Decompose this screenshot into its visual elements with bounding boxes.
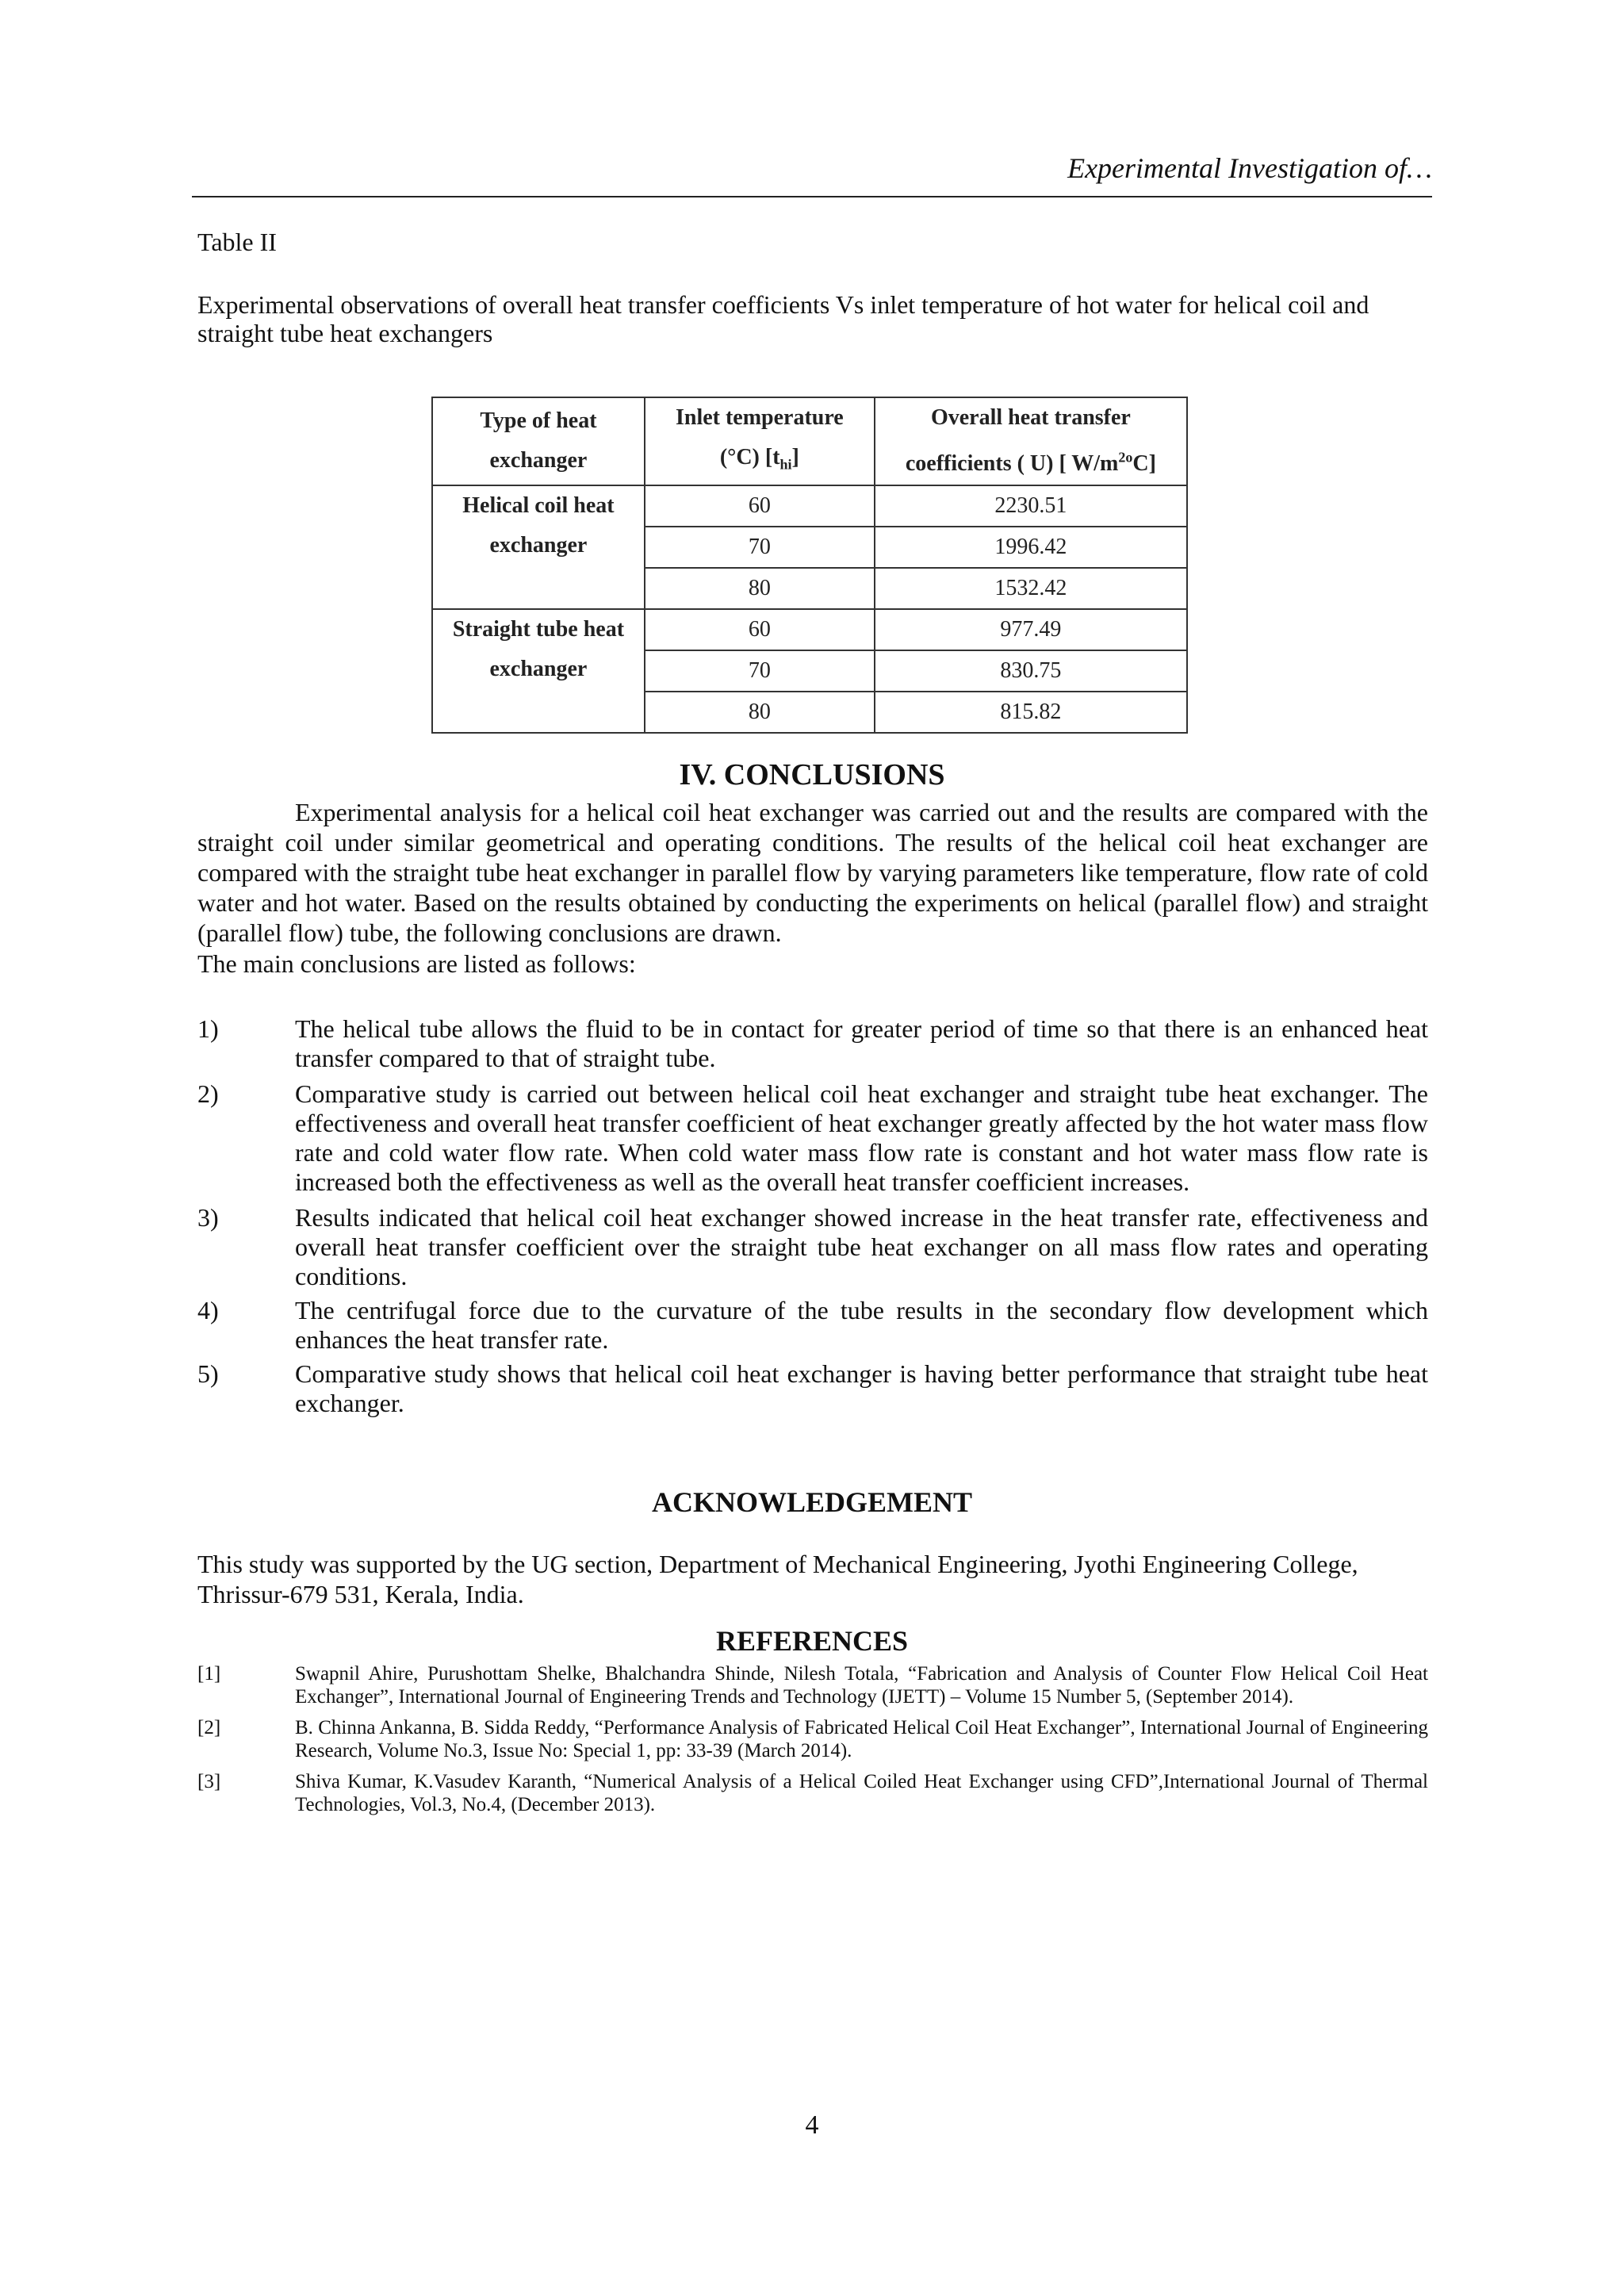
header-temp-unit: (°C) [t [719,445,780,470]
list-item [197,1359,1428,1418]
reference-item [197,1770,1428,1816]
reference-item [197,1662,1428,1708]
header-u-superscript: 2o [1118,450,1133,466]
list-item [197,1079,1428,1197]
header-rule [192,196,1432,197]
header-u-unit: coefficients ( U) [ W/m [905,451,1119,477]
temp-cell: 60 [645,485,875,527]
references-heading: REFERENCES [715,1625,909,1657]
header-u-line1: Overall heat transfer [930,405,1131,431]
list-item [197,1203,1428,1291]
type-helical-line2: exchanger [489,532,588,558]
running-header-title: Experimental Investigation of… [1067,152,1432,184]
header-temp-line2 [719,445,799,473]
list-item-number: 2) [197,1079,219,1108]
u-value-cell: 2230.51 [875,485,1187,527]
header-cell-overall-u [875,397,1187,485]
type-helical-line1: Helical coil heat [462,493,615,518]
header-temp-line1: Inlet temperature [675,405,844,430]
reference-text: B. Chinna Ankanna, B. Sidda Reddy, “Performance Analysis of Fabricated Helical Coil Heat Exchanger”, International Journal of Engineering Research, Volume No.3, Issue No: Special 1, pp: 33-39 (March 2014). [295,1717,1428,1761]
header-type-line1: Type of heat [480,408,597,434]
table-caption: Experimental observations of overall heat transfer coefficients Vs inlet temperature of hot water for helical coil and straight tube heat exchangers [197,290,1369,347]
header-temp-close: ] [791,445,799,470]
reference-label: [3] [197,1771,221,1792]
u-value-cell: 830.75 [875,650,1187,692]
table-header-row [432,397,1187,485]
list-item-text: Comparative study shows that helical coil heat exchanger is having better performance that straight tube heat exchanger. [295,1359,1428,1417]
references-list [197,1662,1428,1824]
type-straight-line2: exchanger [489,656,588,681]
list-item-number: 5) [197,1359,219,1388]
list-item-number: 1) [197,1014,219,1043]
header-u-line2 [906,451,1156,476]
type-cell-straight [432,609,645,733]
header-temp-subscript: hi [779,456,792,473]
header-type-line2: exchanger [489,448,588,473]
table-row [432,609,1187,650]
acknowledgement-text: This study was supported by the UG section, Department of Mechanical Engineering, Jyothi Engineering College, Thrissur-679 531, Kerala, India. [197,1550,1358,1608]
temp-cell: 80 [645,568,875,609]
conclusions-paragraph: Experimental analysis for a helical coil heat exchanger was carried out and the results are compared with the straight coil under similar geometrical and operating conditions. The results of the helical coil heat exchanger are compared with the straight tube heat exchanger in parallel flow by varying parameters like temperature, flow rate of cold water and hot water. Based on the results obtained by conducting the experiments on helical (parallel flow) and straight (parallel flow) tube, the following conclusions are drawn. [197,798,1428,947]
list-item-number: 3) [197,1203,219,1232]
list-item-text: The helical tube allows the fluid to be in contact for greater period of time so that there is an enhanced heat transfer compared to that of straight tube. [295,1014,1428,1072]
conclusions-heading: IV. CONCLUSIONS [679,758,945,792]
header-u-close: C] [1132,451,1156,477]
list-item [197,1014,1428,1073]
list-item-text: Comparative study is carried out between helical coil heat exchanger and straight tube heat exchanger. The effectiveness and overall heat transfer coefficient of heat exchanger greatly affected by the hot water mass flow rate and cold water flow rate. When cold water mass flow rate is constant and hot water mass flow rate is increased both the effectiveness as well as the overall heat transfer coefficient increases. [295,1079,1428,1196]
header-cell-inlet-temp [645,397,875,485]
heat-transfer-table [431,397,1188,734]
table-row [432,485,1187,527]
list-item-text: The centrifugal force due to the curvature of the tube results in the secondary flow development which enhances the heat transfer rate. [295,1296,1428,1354]
acknowledgement-heading: ACKNOWLEDGEMENT [651,1486,973,1518]
table-label: Table II [197,228,277,256]
temp-cell: 70 [645,527,875,568]
page-number: 4 [805,2110,819,2140]
u-value-cell: 815.82 [875,692,1187,733]
reference-text: Swapnil Ahire, Purushottam Shelke, Bhalchandra Shinde, Nilesh Totala, “Fabrication and Analysis of Counter Flow Helical Coil Heat Exchanger”, International Journal of Engineering Trends and Technology (IJETT) – Volume 15 Number 5, (September 2014). [295,1663,1428,1708]
list-item-number: 4) [197,1296,219,1324]
conclusions-list [197,1014,1428,1418]
u-value-cell: 1996.42 [875,527,1187,568]
type-cell-helical [432,485,645,609]
list-item-text: Results indicated that helical coil heat exchanger showed increase in the heat transfer rate, effectiveness and overall heat transfer coefficient over the straight tube heat exchanger on all mass flow rates and operating conditions. [295,1203,1428,1290]
temp-cell: 80 [645,692,875,733]
reference-label: [1] [197,1663,221,1685]
reference-text: Shiva Kumar, K.Vasudev Karanth, “Numerical Analysis of a Helical Coiled Heat Exchanger using CFD”,International Journal of Thermal Technologies, Vol.3, No.4, (December 2013). [295,1771,1428,1815]
header-cell-type [432,397,645,485]
list-item [197,1296,1428,1355]
reference-label: [2] [197,1717,221,1738]
u-value-cell: 1532.42 [875,568,1187,609]
temp-cell: 70 [645,650,875,692]
reference-item [197,1716,1428,1762]
u-value-cell: 977.49 [875,609,1187,650]
conclusions-intro: The main conclusions are listed as follows: [197,949,636,978]
type-straight-line1: Straight tube heat [452,616,625,642]
temp-cell: 60 [645,609,875,650]
